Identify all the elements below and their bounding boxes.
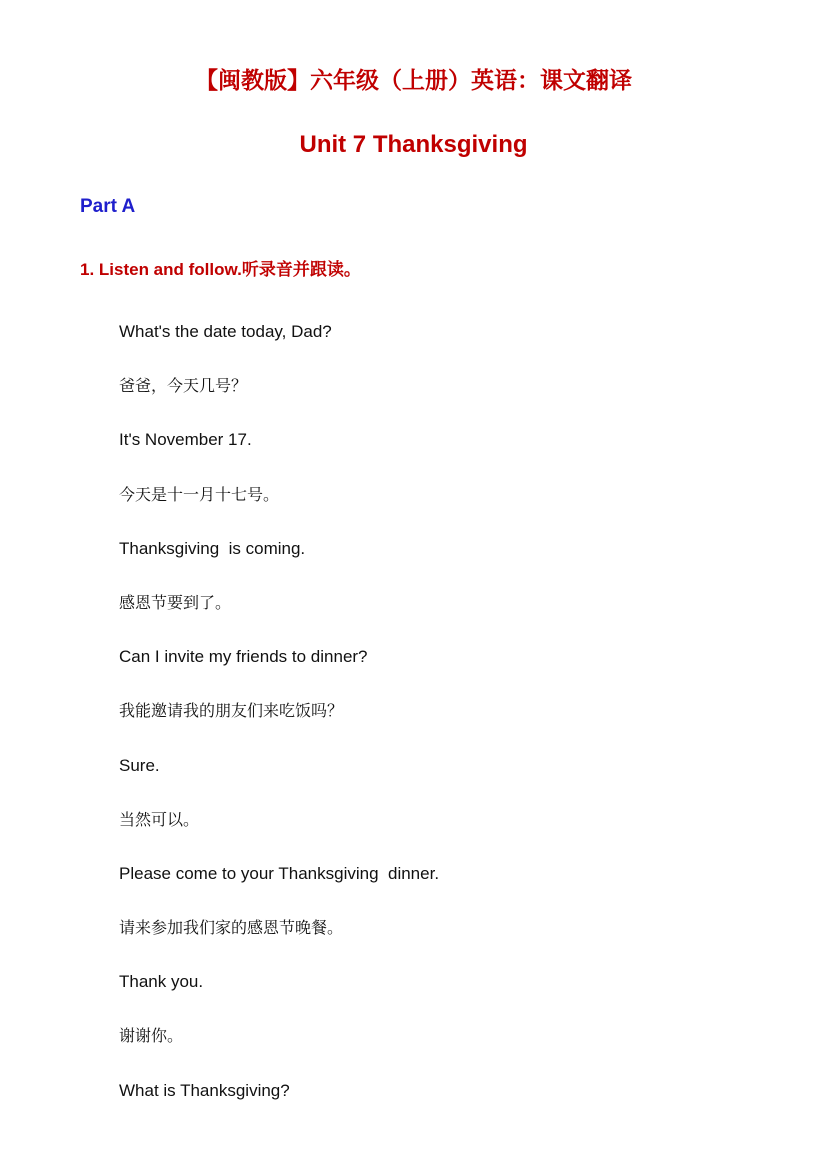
dialogue-line-chinese: 当然可以。 bbox=[119, 809, 200, 829]
dialogue-line-english: Can I invite my friends to dinner? bbox=[119, 647, 368, 667]
dialogue-lines bbox=[119, 319, 799, 1132]
dialogue-line-chinese: 感恩节要到了。 bbox=[119, 592, 232, 612]
dialogue-line-english: Please come to your Thanksgiving dinner. bbox=[119, 863, 440, 883]
dialogue-line-english: Thank you. bbox=[119, 972, 204, 992]
document-title: 【闽教版】六年级（上册）英语：课文翻译 bbox=[195, 67, 632, 94]
unit-title: Unit 7 Thanksgiving bbox=[299, 131, 528, 158]
dialogue-line-chinese: 我能邀请我的朋友们来吃饭吗？ bbox=[119, 701, 344, 721]
dialogue-line-chinese: 谢谢你。 bbox=[119, 1026, 184, 1046]
dialogue-line-english: What is Thanksgiving? bbox=[119, 1080, 290, 1100]
dialogue-line-english: It's November 17. bbox=[119, 430, 252, 450]
dialogue-line-chinese: 请来参加我们家的感恩节晚餐。 bbox=[119, 918, 344, 938]
dialogue-line-english: What's the date today, Dad? bbox=[119, 322, 332, 341]
section-title: 1. Listen and follow.听录音并跟读。 bbox=[80, 260, 361, 279]
dialogue-line-chinese: 今天是十一月十七号。 bbox=[119, 484, 280, 504]
part-title: Part A bbox=[80, 196, 136, 217]
dialogue-line-english: Thanksgiving is coming. bbox=[119, 538, 306, 558]
dialogue-line-english: Sure. bbox=[119, 755, 160, 775]
dialogue-line-chinese: 爸爸，今天几号？ bbox=[119, 376, 248, 396]
